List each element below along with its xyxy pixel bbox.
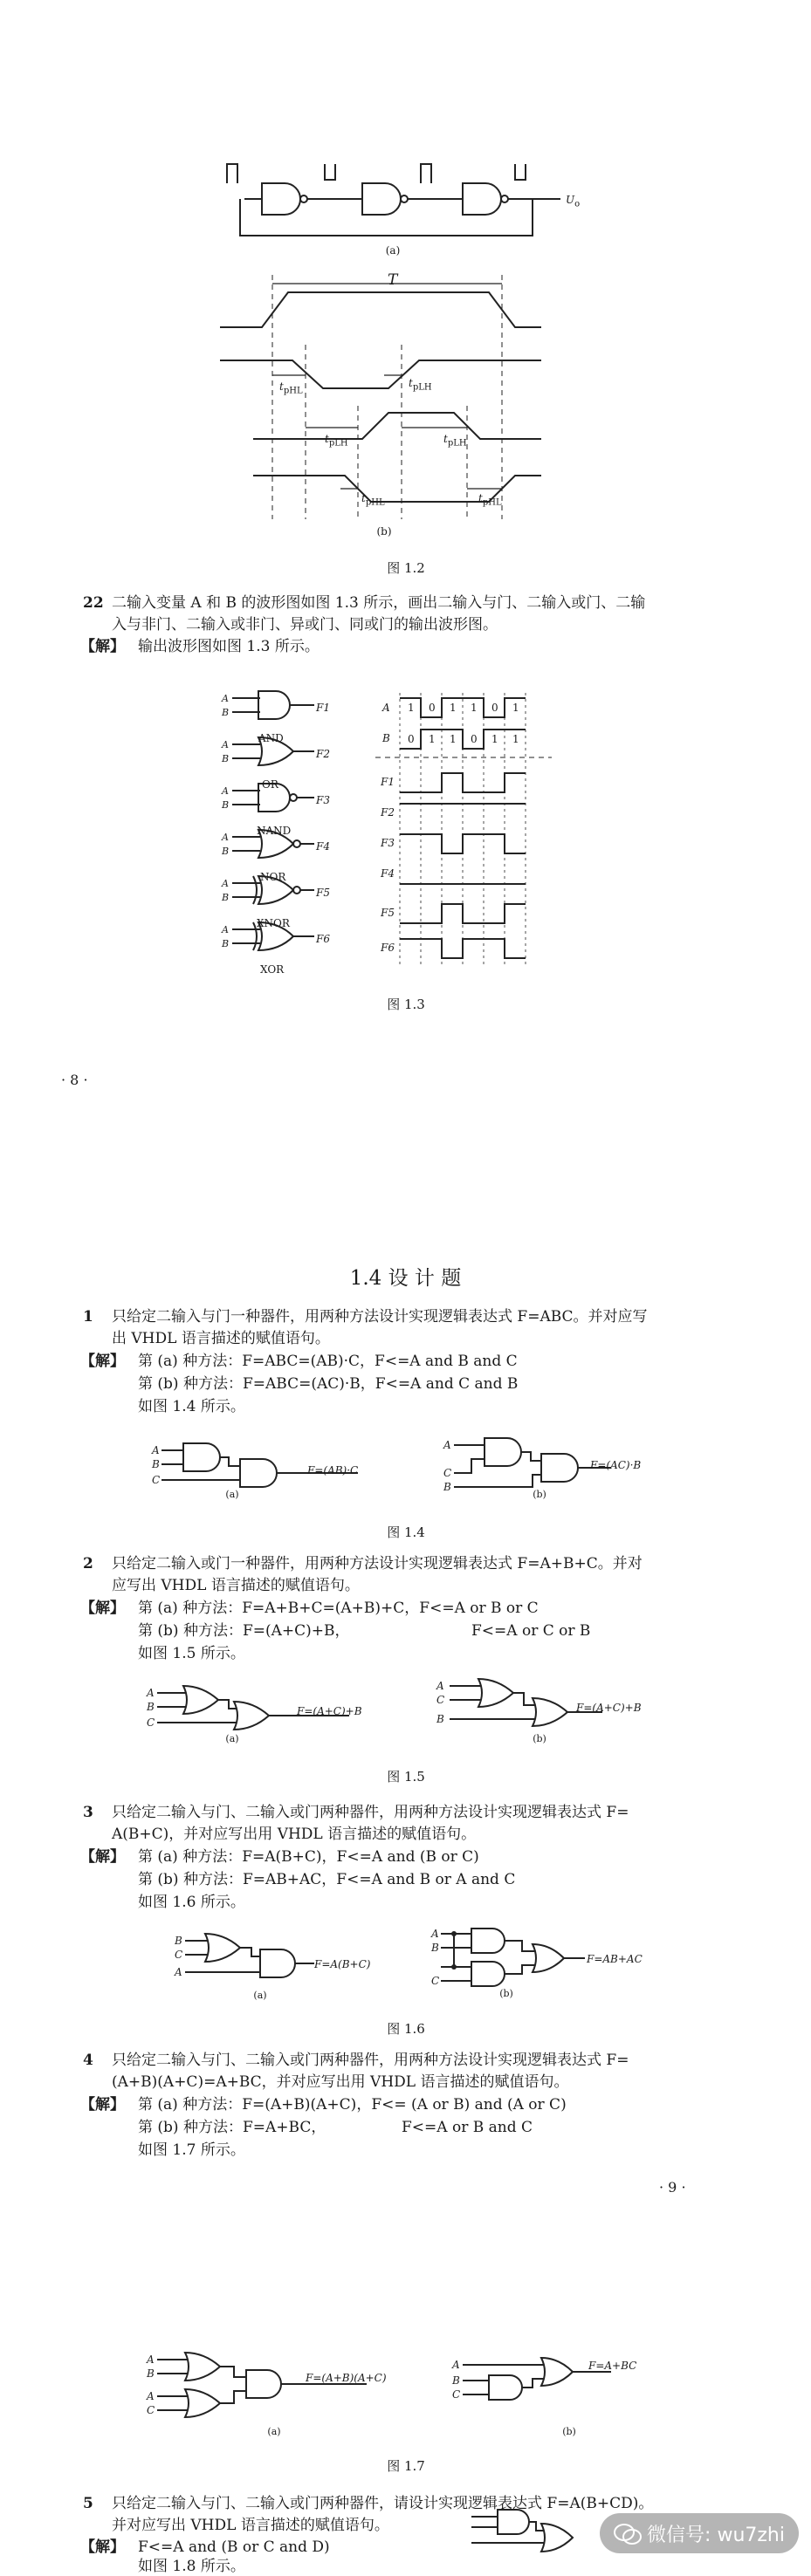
page-number-8: · 8 · (61, 1072, 88, 1088)
q4-answer-tag: 【解】 (80, 2096, 125, 2114)
q4-method-b: 第 (b) 种方法：F=A+BC， (138, 2119, 326, 2136)
fig14-diagram (0, 1431, 811, 1510)
svg-text:B: B (222, 938, 230, 949)
fig15-label-b: (b) (533, 1733, 546, 1744)
svg-text:A: A (222, 693, 229, 704)
section-title: 1.4 设 计 题 (349, 1267, 462, 1290)
fig12-label-a: (a) (385, 244, 401, 257)
q3-line2: A(B+C)，并对应写出用 VHDL 语言描述的赋值语句。 (112, 1826, 477, 1843)
gate-label-xnor: XNOR (257, 917, 290, 929)
fig12-tphl-1: $t_{pHL}$ (279, 380, 303, 396)
q3-number: 3 (83, 1804, 93, 1821)
q2-method-b: 第 (b) 种方法：F=(A+C)+B， (138, 1622, 350, 1640)
fig16-caption: 图 1.6 (387, 2021, 425, 2037)
bit-label: 1 (491, 733, 498, 745)
q1-line2: 出 VHDL 语言描述的赋值语句。 (112, 1330, 330, 1347)
svg-text:B: B (152, 1458, 160, 1470)
fig12-output-label: $U_o$ (566, 194, 581, 209)
gate-out-4: F4 (316, 840, 330, 853)
svg-text:B: B (222, 892, 230, 903)
bit-label: 1 (512, 702, 519, 714)
wave-f3 (400, 834, 526, 853)
watermark-badge (600, 2513, 799, 2553)
svg-text:A: A (175, 1966, 182, 1978)
q4-method-b-vhdl: F<=A or B and C (402, 2119, 533, 2136)
svg-text:C: C (452, 2388, 461, 2401)
fig16-diagram (0, 1922, 811, 2009)
fig17-label-b: (b) (562, 2426, 576, 2437)
wave-label-f6: F6 (381, 942, 395, 954)
q22-line1: 二输入变量 A 和 B 的波形图如图 1.3 所示，画出二输入与门、二输入或门、二输 (112, 594, 646, 612)
q3-see: 如图 1.6 所示。 (138, 1894, 245, 1911)
q5-line1: 只给定二输入与门、二输入或门两种器件，请设计实现逻辑表达式 F=A(B+CD)。 (112, 2495, 654, 2512)
wechat-icon (614, 2524, 640, 2543)
bit-label: 1 (450, 702, 457, 714)
q22-line2: 入与非门、二输入或非门、异或门、同或门的输出波形图。 (112, 616, 498, 634)
q4-method-a: 第 (a) 种方法：F=(A+B)(A+C)，F<= (A or B) and (A or C) (138, 2096, 567, 2114)
fig17-caption: 图 1.7 (387, 2458, 425, 2474)
fig16-label-a: (a) (253, 1990, 267, 2001)
svg-text:A: A (147, 2353, 155, 2366)
q2-see: 如图 1.5 所示。 (138, 1645, 245, 1662)
svg-text:C: C (152, 1474, 161, 1486)
gate-out-1: F1 (316, 702, 330, 714)
wave-f1 (400, 773, 526, 792)
fig15-label-a: (a) (225, 1733, 239, 1744)
gate-out-6: F6 (316, 933, 330, 945)
wave-label-a: A (382, 702, 390, 714)
gate-label-xor: XOR (260, 963, 285, 976)
svg-text:A: A (443, 1439, 451, 1451)
q4-line2: (A+B)(A+C)=A+BC，并对应写出用 VHDL 语言描述的赋值语句。 (112, 2073, 569, 2091)
fig12-tphl-2: $t_{pHL}$ (361, 492, 385, 508)
svg-text:C: C (147, 1716, 155, 1729)
fig16-formula-b: F=AB+AC (587, 1953, 643, 1965)
fig14-label-b: (b) (533, 1489, 546, 1500)
svg-text:B: B (147, 2367, 155, 2380)
fig14-label-a: (a) (225, 1489, 239, 1500)
svg-text:A: A (222, 924, 229, 935)
svg-text:B: B (222, 753, 230, 764)
svg-text:A: A (147, 1687, 155, 1699)
fig12-tplh-1: $t_{pLH}$ (409, 377, 432, 393)
q2-method-b-vhdl: F<=A or C or B (471, 1622, 591, 1640)
svg-text:B: B (452, 2374, 460, 2387)
svg-text:A: A (222, 785, 229, 797)
fig12-period-label: T (388, 271, 398, 289)
q1-method-b: 第 (b) 种方法：F=ABC=(AC)·B，F<=A and C and B (138, 1375, 519, 1393)
fig15-formula-a: F=(A+C)+B (297, 1705, 362, 1717)
fig16-formula-a: F=A(B+C) (314, 1958, 371, 1970)
svg-text:A: A (222, 832, 229, 843)
fig12-caption: 图 1.2 (387, 560, 425, 576)
svg-text:A: A (222, 878, 229, 889)
bit-label: 1 (512, 733, 519, 745)
gate-label-and: AND (258, 732, 284, 744)
svg-text:C: C (436, 1694, 445, 1706)
gate-label-or: OR (262, 778, 278, 791)
svg-text:A: A (452, 2359, 460, 2371)
fig14-formula-a: F=(AB)·C (307, 1464, 359, 1476)
q1-see: 如图 1.4 所示。 (138, 1398, 245, 1415)
bit-label: 1 (429, 733, 436, 745)
fig12-tplh-2: $t_{pLH}$ (325, 433, 348, 449)
q4-line1: 只给定二输入与门、二输入或门两种器件，用两种方法设计实现逻辑表达式 F= (112, 2052, 629, 2069)
q2-method-a: 第 (a) 种方法：F=A+B+C=(A+B)+C，F<=A or B or C (138, 1600, 539, 1617)
svg-text:A: A (147, 2390, 155, 2402)
fig16-label-b: (b) (499, 1988, 513, 1999)
wave-label-f4: F4 (381, 867, 395, 880)
q5-answer-tag: 【解】 (80, 2538, 125, 2556)
q1-method-a: 第 (a) 种方法：F=ABC=(AB)·C，F<=A and B and C (138, 1353, 518, 1370)
svg-text:C: C (443, 1467, 452, 1479)
q3-method-b: 第 (b) 种方法：F=AB+AC，F<=A and B or A and C (138, 1871, 516, 1888)
gate-label-nor: NOR (260, 871, 286, 883)
svg-text:B: B (147, 1701, 155, 1713)
wave-label-f5: F5 (381, 907, 395, 919)
q1-number: 1 (83, 1308, 93, 1326)
wave-b (400, 730, 526, 749)
q3-answer-tag: 【解】 (80, 1848, 125, 1866)
fig13-caption: 图 1.3 (387, 997, 425, 1012)
q2-number: 2 (83, 1555, 93, 1572)
gate-out-2: F2 (316, 748, 330, 760)
fig14-formula-b: F=(AC)·B (590, 1459, 642, 1471)
fig15-diagram (0, 1674, 811, 1752)
svg-text:C: C (431, 1975, 440, 1987)
bit-label: 0 (429, 702, 436, 714)
svg-text:B: B (443, 1481, 451, 1493)
bit-label: 0 (471, 733, 478, 745)
gate-out-5: F5 (316, 887, 330, 899)
q1-answer-tag: 【解】 (80, 1353, 125, 1370)
q22-number: 22 (83, 594, 104, 612)
fig17-formula-b: F=A+BC (588, 2360, 637, 2372)
fig12-tplh-3: $t_{pLH}$ (443, 433, 467, 449)
wave-label-f2: F2 (381, 806, 395, 819)
wave-label-f1: F1 (381, 776, 395, 788)
fig17-label-a: (a) (267, 2426, 281, 2437)
gate-out-3: F3 (316, 794, 330, 806)
q4-number: 4 (83, 2052, 93, 2069)
svg-text:A: A (431, 1928, 439, 1940)
bit-label: 0 (491, 702, 498, 714)
bit-label: 0 (408, 733, 415, 745)
q3-method-a: 第 (a) 种方法：F=A(B+C)，F<=A and (B or C) (138, 1848, 479, 1866)
svg-text:A: A (222, 739, 229, 750)
q22-answer: 输出波形图如图 1.3 所示。 (138, 638, 320, 655)
svg-text:B: B (436, 1713, 444, 1725)
fig18-partial (463, 2504, 620, 2568)
q1-line1: 只给定二输入与门一种器件，用两种方法设计实现逻辑表达式 F=ABC。并对应写 (112, 1308, 648, 1326)
q2-line1: 只给定二输入或门一种器件，用两种方法设计实现逻辑表达式 F=A+B+C。并对 (112, 1555, 643, 1572)
page-number-9: · 9 · (659, 2179, 686, 2196)
wave-label-f3: F3 (381, 837, 395, 849)
fig12a-diagram (0, 148, 811, 253)
wave-label-b: B (382, 732, 390, 744)
q5-see: 如图 1.8 所示。 (138, 2558, 245, 2575)
bit-label: 1 (450, 733, 457, 745)
watermark-text: 微信号: wu7zhi (647, 2524, 785, 2546)
fig17-formula-a: F=(A+B)(A+C) (306, 2372, 387, 2384)
svg-text:A: A (152, 1444, 160, 1456)
fig12b-timing (0, 257, 811, 545)
svg-text:B: B (222, 846, 230, 857)
q5-line2: 并对应写出 VHDL 语言描述的赋值语句。 (112, 2517, 389, 2534)
svg-text:B: B (431, 1942, 439, 1954)
fig14-caption: 图 1.4 (387, 1524, 425, 1540)
q2-line2: 应写出 VHDL 语言描述的赋值语句。 (112, 1577, 360, 1594)
svg-text:B: B (222, 707, 230, 718)
q2-answer-tag: 【解】 (80, 1600, 125, 1617)
svg-text:C: C (147, 2404, 155, 2416)
fig17-diagram (0, 2346, 811, 2442)
fig13-waveforms (0, 672, 811, 1004)
bit-label: 1 (408, 702, 415, 714)
bit-label: 1 (471, 702, 478, 714)
fig12-tphl-3: $t_{pHL}$ (478, 492, 502, 508)
svg-text:C: C (175, 1949, 183, 1961)
svg-text:B: B (175, 1935, 182, 1947)
gate-label-nand: NAND (257, 825, 292, 837)
fig15-caption: 图 1.5 (387, 1769, 425, 1785)
q5-number: 5 (83, 2495, 93, 2512)
q22-answer-tag: 【解】 (80, 638, 125, 655)
fig12-label-b: (b) (376, 525, 392, 538)
q3-line1: 只给定二输入与门、二输入或门两种器件，用两种方法设计实现逻辑表达式 F= (112, 1804, 629, 1821)
q5-answer: F<=A and (B or C and D) (138, 2538, 330, 2556)
svg-text:B: B (222, 799, 230, 811)
fig15-formula-b: F=(A+C)+B (576, 1702, 642, 1714)
wave-f6 (400, 939, 526, 958)
q4-see: 如图 1.7 所示。 (138, 2141, 245, 2159)
svg-text:A: A (436, 1680, 444, 1692)
